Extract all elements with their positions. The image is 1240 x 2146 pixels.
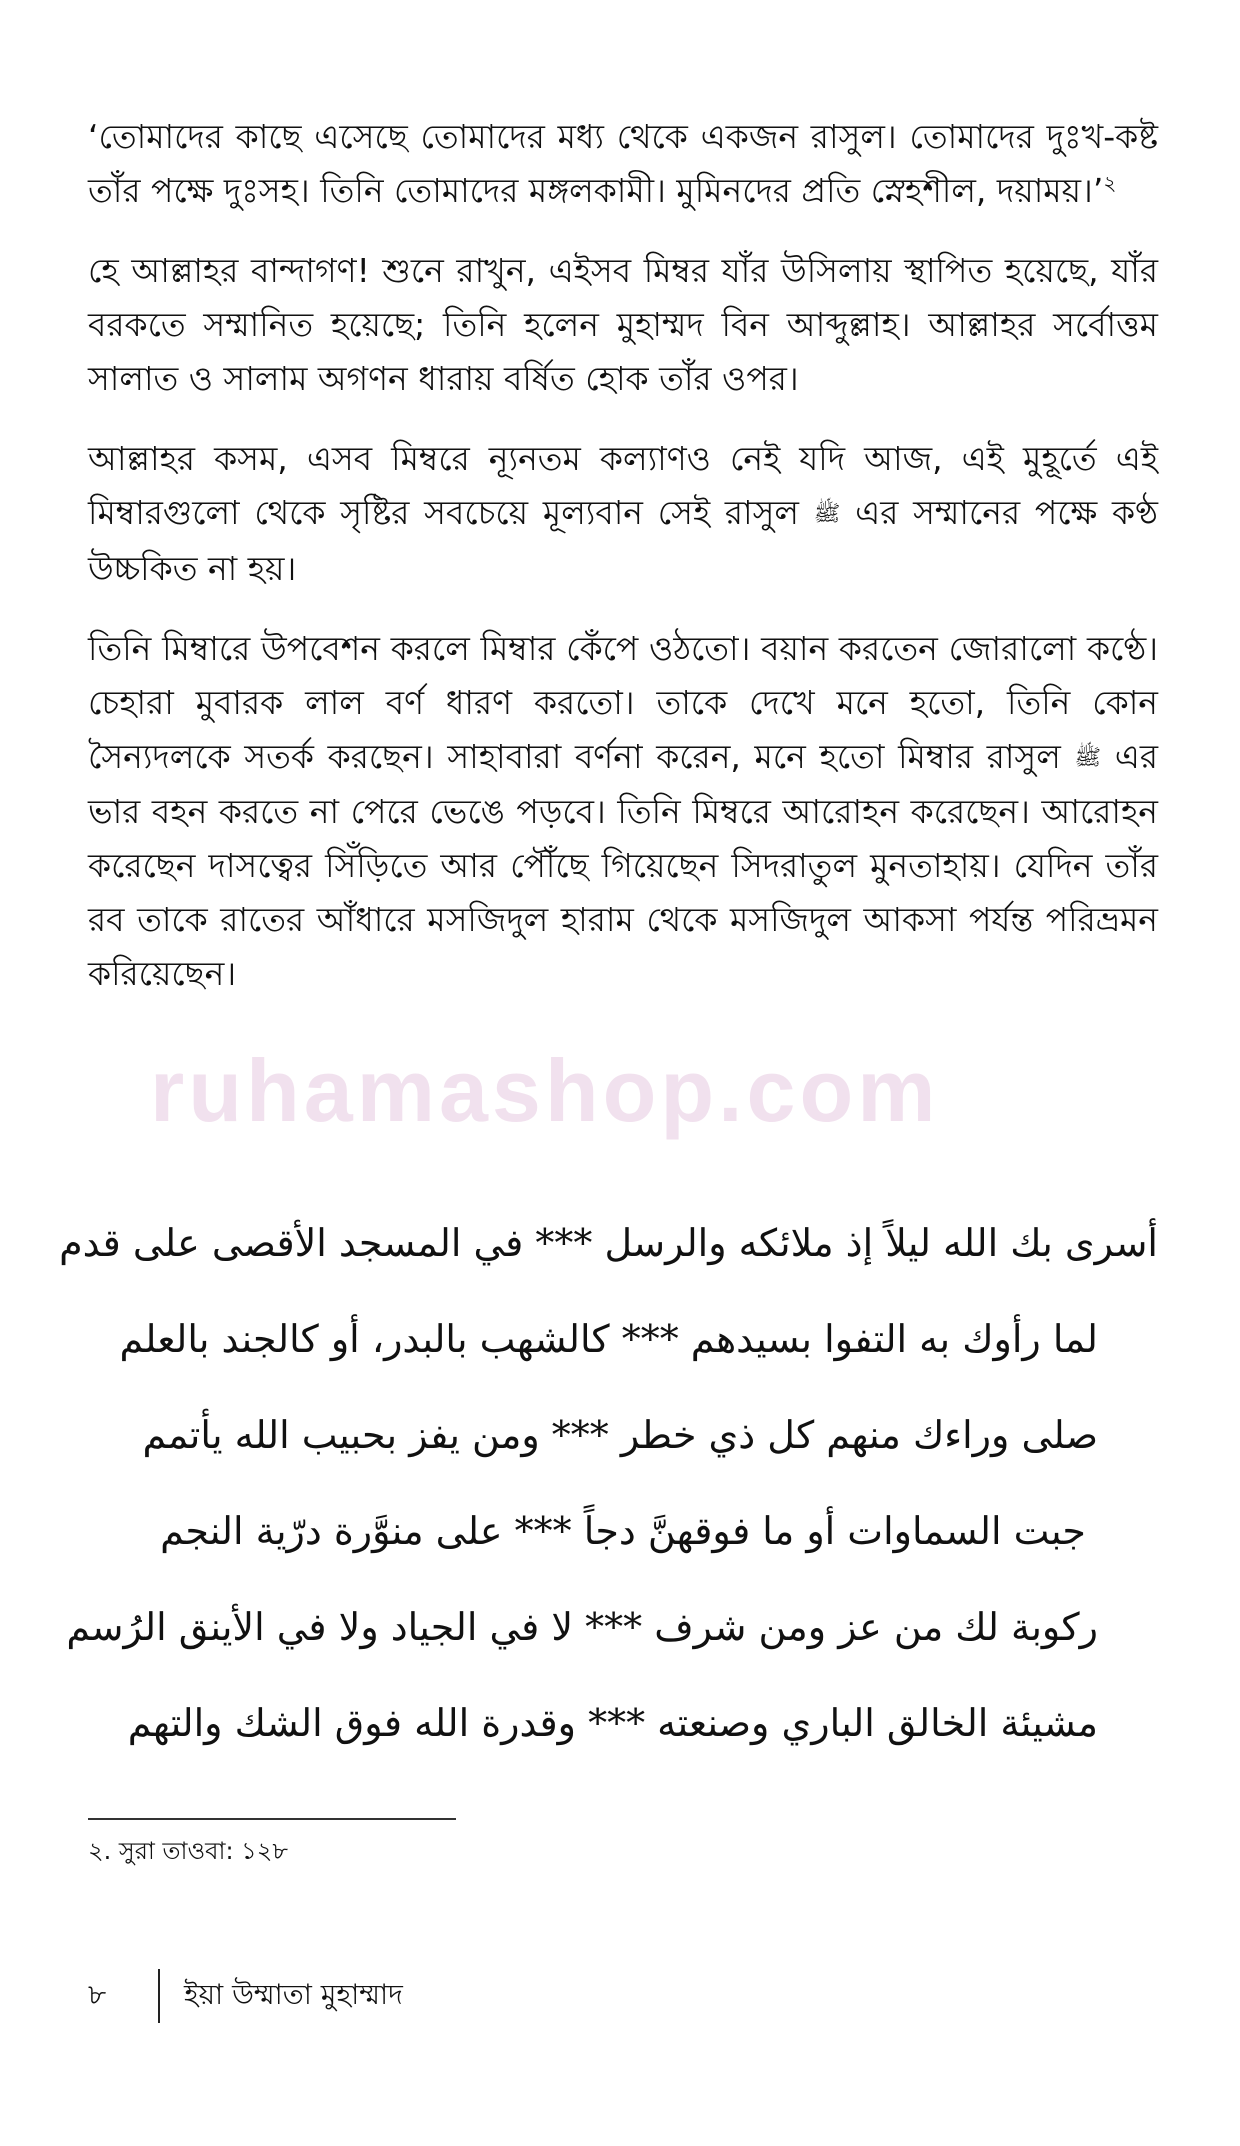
salawat-symbol: ﷺ: [813, 501, 841, 527]
page-footer: [88, 1968, 403, 2024]
paragraph-text: তিনি মিম্বারে উপবেশন করলে মিম্বার কেঁপে ওঠতো। বয়ান করতেন জোরালো কণ্ঠে। চেহারা মুবারক লাল বর্ণ ধারণ করতো। তাকে দেখে মনে হতো, তিনি কোন সৈন্যদলকে সতর্ক করছেন। সাহাবারা বর্ণনা করেন, মনে হতো মিম্বার রাসুল: [88, 628, 1158, 776]
salawat-symbol: ﷺ: [1074, 745, 1102, 770]
footnote: ২. সুরা তাওবা: ১২৮: [88, 1837, 288, 1865]
footnote-divider: [88, 1818, 456, 1820]
paragraph-description: [88, 622, 1158, 1002]
paragraph-quran-quote: [88, 110, 1158, 218]
poem-verse: لما رأوك به التفوا بسيدهم *** كالشهب بالبدر، أو كالجند بالعلم: [119, 1317, 1098, 1361]
paragraph-oath: [88, 432, 1158, 596]
poem-verse: جبت السماوات أو ما فوقهنَّ دجاً *** على منوَّرة درّية النجم: [160, 1509, 1086, 1553]
paragraph-text: আল্লাহর কসম, এসব মিম্বরে ন্যূনতম কল্যাণও নেই যদি আজ, এই মুহূর্তে এই মিম্বারগুলো থেকে সৃষ্টির সবচেয়ে মূল্যবান সেই রাসুল: [88, 439, 1158, 532]
paragraph-text: এর ভার বহন করতে না পেরে ভেঙে পড়বে। তিনি মিম্বরে আরোহন করেছেন। আরোহন করেছেন দাসত্বের সিঁড়িতে আর পৌঁছে গিয়েছেন সিদরাতুল মুনতাহায়। যেদিন তাঁর রব তাকে রাতের আঁধারে মসজিদুল হারাম থেকে মসজিদুল আকসা পর্যন্ত পরিভ্রমন করিয়েছেন।: [88, 736, 1158, 993]
poem-verse: أسرى بك الله ليلاً إذ ملائكه والرسل *** في المسجد الأقصى على قدم: [59, 1221, 1158, 1265]
watermark: ruhamashop.com: [150, 1041, 940, 1140]
arabic-poem: [59, 1195, 1158, 1771]
poem-verse: مشيئة الخالق الباري وصنعته *** وقدرة الله فوق الشك والتهم: [127, 1701, 1098, 1745]
paragraph-minbar: [88, 244, 1158, 406]
poem-verse: ركوبة لك من عز ومن شرف *** لا في الجياد ولا في الأينق الرُسم: [66, 1605, 1098, 1649]
footnote-reference[interactable]: ২: [1103, 171, 1117, 195]
poem-verse: صلى وراءك منهم كل ذي خطر *** ومن يفز بحبيب الله يأتمم: [142, 1413, 1098, 1457]
page-number: ৮: [88, 1977, 107, 2011]
body-text: [88, 110, 1158, 1027]
paragraph-text: ‘তোমাদের কাছে এসেছে তোমাদের মধ্য থেকে একজন রাসুল। তোমাদের দুঃখ-কষ্ট তাঁর পক্ষে দুঃসহ। তিনি তোমাদের মঙ্গলকামী। মুমিনদের প্রতি স্নেহশীল, দয়াময়।’: [88, 117, 1158, 210]
book-title: ইয়া উম্মাতা মুহাম্মাদ: [184, 1977, 403, 2011]
footer-separator: [158, 1969, 160, 2023]
paragraph-text: এর সম্মানের পক্ষে কণ্ঠ উচ্চকিত না হয়।: [88, 493, 1158, 588]
paragraph-text: হে আল্লাহর বান্দাগণ! শুনে রাখুন, এইসব মিম্বর যাঁর উসিলায় স্থাপিত হয়েছে, যাঁর বরকতে সম্মানিত হয়েছে; তিনি হলেন মুহাম্মদ বিন আব্দুল্লাহ। আল্লাহর সর্বোত্তম সালাত ও সালাম অগণন ধারায় বর্ষিত হোক তাঁর ওপর।: [88, 251, 1158, 398]
